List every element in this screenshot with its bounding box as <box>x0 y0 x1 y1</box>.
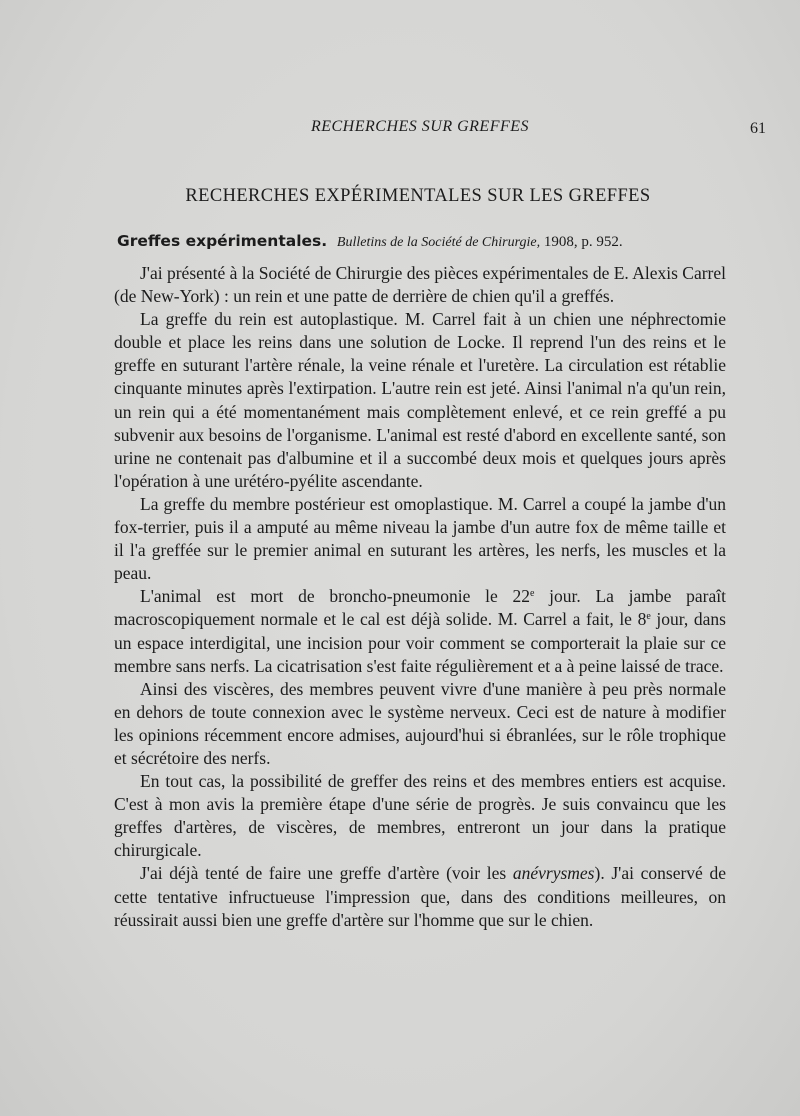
paragraph-4-part-3: jour, dans un espace interdigital, une incision pour voir comment se comporterait la plaie sur ce membre sans nerfs. La cicatrisation s'est faite régulièrement et a à peine laissé de trace. <box>114 609 726 676</box>
paragraph-6: En tout cas, la possibilité de greffer des reins et des membres entiers est acquise. C'est à mon avis la première étape d'une série de progrès. Je suis convaincu que les greffes d'artères, de viscères, de membres, entreront un jour dans la pratique chirurgicale. <box>114 771 726 861</box>
citation-journal: Bulletins de la Société de Chirurgie, <box>336 235 541 250</box>
ordinal-superscript: e <box>646 611 651 623</box>
running-head <box>0 116 800 140</box>
paragraph-5: Ainsi des viscères, des membres peuvent vivre d'une manière à peu près normale en dehors de toute connexion avec le système nerveux. Ceci est de nature à modifier les opinions récemment encore admises, aujourd'hui si ébranlées, sur le rôle trophique et sécrétoire des nerfs. <box>114 678 726 768</box>
body-text <box>114 262 726 932</box>
paragraph-7 <box>114 862 726 931</box>
paragraph-7-part-2: ). J'ai conservé de cette tentative infructueuse l'impression que, dans des conditions meilleures, on réussirait aussi bien une greffe d'artère sur l'homme que sur le chien. <box>114 863 726 930</box>
paragraph-4-part-1: L'animal est mort de broncho-pneumonie le 22 <box>140 586 530 607</box>
paragraph-3: La greffe du membre postérieur est omoplastique. M. Carrel a coupé la jambe d'un fox-terrier, puis il a amputé au même niveau la jambe d'un autre fox de même taille et il l'a greffée sur le premier animal en suturant les artères, les nerfs, les muscles et la peau. <box>114 493 726 584</box>
paragraph-1: J'ai présenté à la Société de Chirurgie des pièces expérimentales de E. Alexis Carrel (de New-York) : un rein et une patte de derrière de chien qu'il a greffés. <box>114 263 726 307</box>
ordinal-superscript: e <box>529 588 535 600</box>
chapter-title: RECHERCHES EXPÉRIMENTALES SUR LES GREFFES <box>185 186 651 206</box>
paragraph-7-emphasis: anévrysmes <box>512 863 595 884</box>
citation <box>117 232 757 251</box>
citation-details: 1908, p. 952. <box>540 234 623 250</box>
page-number: 61 <box>750 120 766 137</box>
paragraph-7-part-1: J'ai déjà tenté de faire une greffe d'artère (voir les <box>140 863 513 884</box>
paragraph-4 <box>114 585 726 677</box>
paragraph-2: La greffe du rein est autoplastique. M. Carrel fait à un chien une néphrectomie double et place les reins dans une solution de Locke. Il reprend l'un des reins et le greffe en suturant l'artère rénale, la veine rénale et l'uretère. La circulation est rétablie cinquante minutes après l'extirpation. L'autre rein est jeté. Ainsi l'animal n'a qu'un rein, un rein qui a été momentanément mais complètement enlevé, et ce rein greffé a pu subvenir aux besoins de l'organisme. L'animal est resté d'abord en excellente santé, son urine ne contenait pas d'albumine et il a succombé deux mois et quelques jours après l'opération à une urétéro-pyélite ascendante. <box>114 309 726 491</box>
running-head-title: RECHERCHES SUR GREFFES <box>310 118 530 135</box>
paragraph-4-part-2: jour. La jambe paraît macroscopiquement normale et le cal est déjà solide. M. Carrel a fait, le 8 <box>114 586 726 630</box>
citation-label: Greffes expérimentales. <box>117 232 328 250</box>
